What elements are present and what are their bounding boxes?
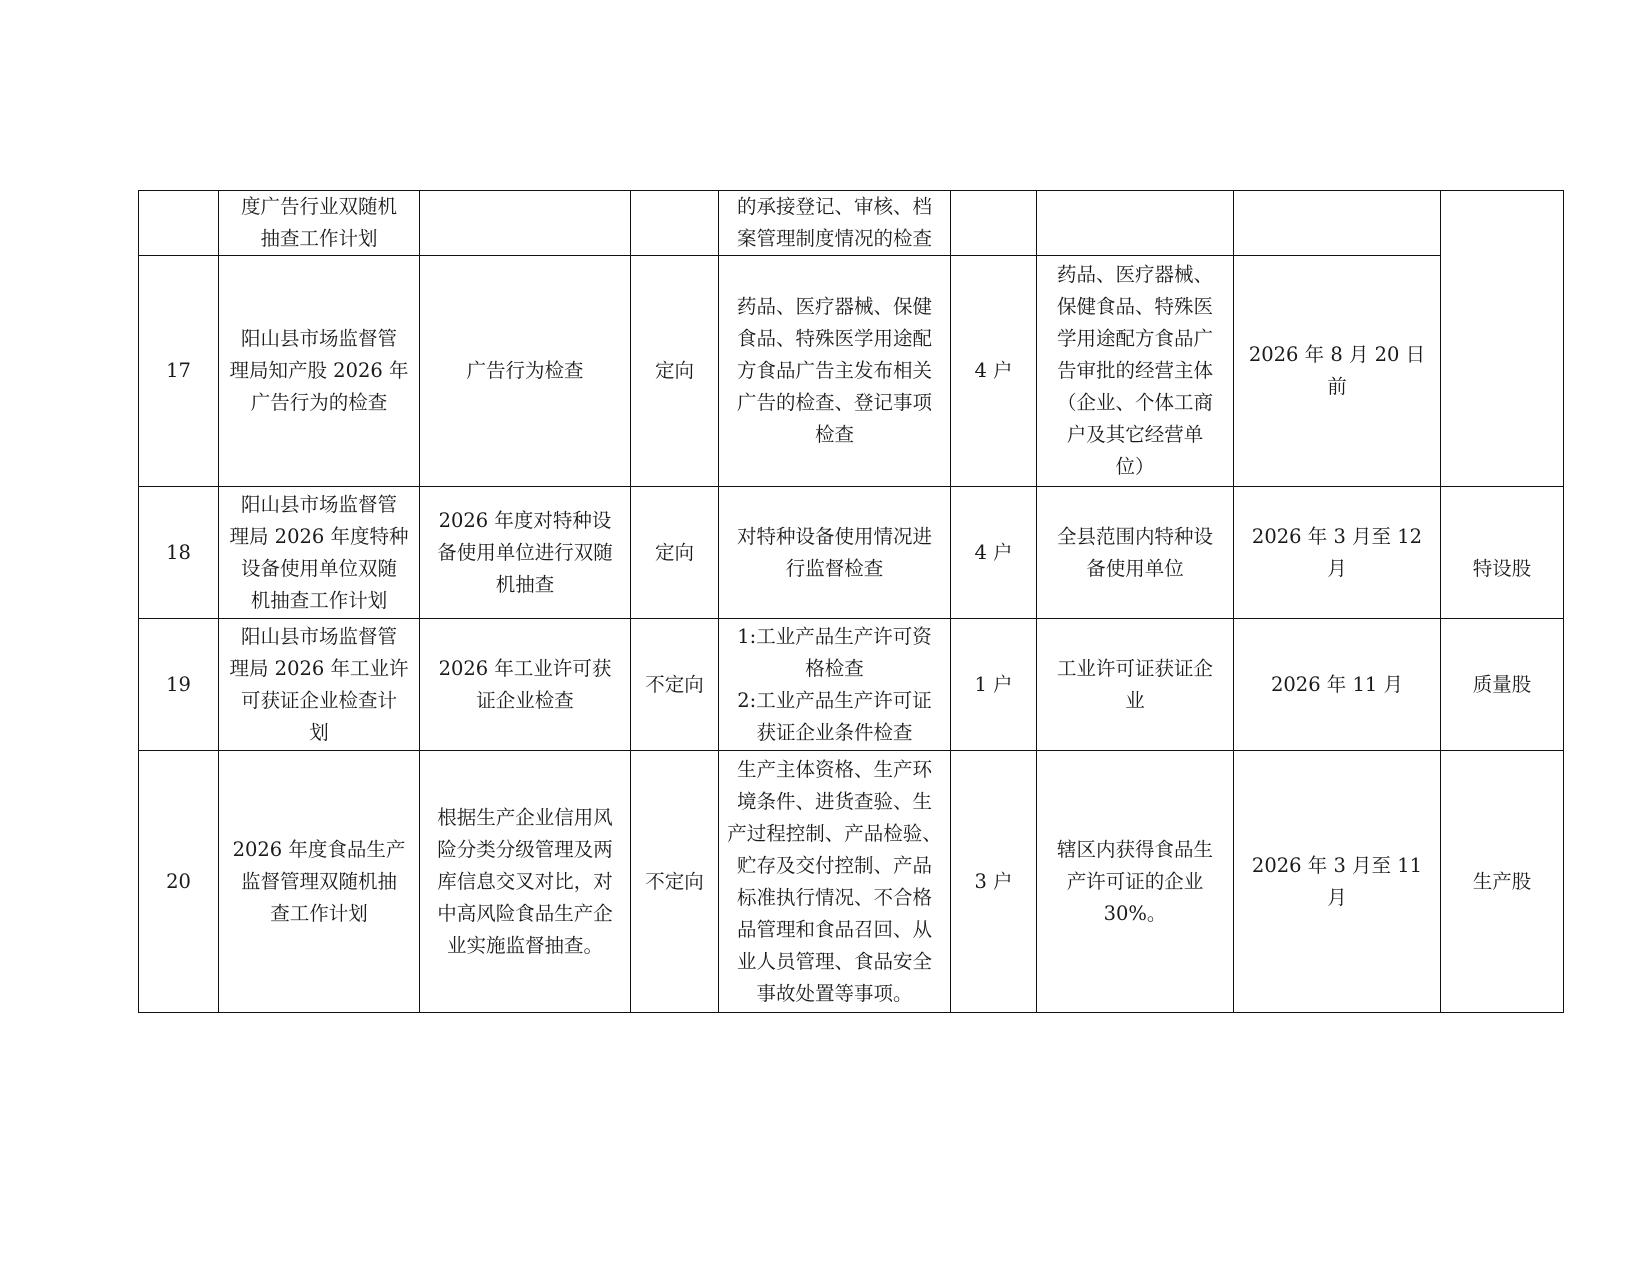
department-cell: 质量股 bbox=[1441, 619, 1564, 751]
department-cell: 生产股 bbox=[1441, 751, 1564, 1013]
inspection-count-cell: 4 户 bbox=[951, 487, 1037, 619]
inspection-time-cell: 2026 年 3 月至 11 月 bbox=[1234, 751, 1441, 1013]
plan-name-cell: 阳山县市场监督管 理局知产股 2026 年 广告行为的检查 bbox=[219, 256, 420, 487]
inspection-matter-cell: 2026 年度对特种设 备使用单位进行双随 机抽查 bbox=[420, 487, 631, 619]
inspection-object-cell: 辖区内获得食品生 产许可证的企业 30%。 bbox=[1037, 751, 1234, 1013]
inspection-time-cell bbox=[1234, 191, 1441, 256]
department-cell: 特设股 bbox=[1441, 487, 1564, 619]
inspection-content-cell: 1:工业产品生产许可资 格检查 2:工业产品生产许可证 获证企业条件检查 bbox=[719, 619, 951, 751]
inspection-content-cell: 药品、医疗器械、保健 食品、特殊医学用途配 方食品广告主发布相关 广告的检查、登记事项 检查 bbox=[719, 256, 951, 487]
plan-name-cell: 2026 年度食品生产 监督管理双随机抽 查工作计划 bbox=[219, 751, 420, 1013]
inspection-plan-table bbox=[138, 190, 1564, 1013]
inspection-content-cell: 对特种设备使用情况进 行监督检查 bbox=[719, 487, 951, 619]
plan-name-cell: 度广告行业双随机 抽查工作计划 bbox=[219, 191, 420, 256]
inspection-time-cell: 2026 年 3 月至 12 月 bbox=[1234, 487, 1441, 619]
row-number-cell: 19 bbox=[139, 619, 219, 751]
row-number-cell: 17 bbox=[139, 256, 219, 487]
plan-name-cell: 阳山县市场监督管 理局 2026 年度特种 设备使用单位双随 机抽查工作计划 bbox=[219, 487, 420, 619]
row-number-cell: 18 bbox=[139, 487, 219, 619]
inspection-object-cell bbox=[1037, 191, 1234, 256]
inspection-mode-cell: 不定向 bbox=[631, 751, 719, 1013]
inspection-matter-cell bbox=[420, 191, 631, 256]
row-number-cell bbox=[139, 191, 219, 256]
table-row bbox=[139, 487, 1564, 619]
inspection-matter-cell: 根据生产企业信用风 险分类分级管理及两 库信息交叉对比，对 中高风险食品生产企 业实施监督抽查。 bbox=[420, 751, 631, 1013]
inspection-mode-cell: 不定向 bbox=[631, 619, 719, 751]
inspection-mode-cell: 定向 bbox=[631, 256, 719, 487]
inspection-mode-cell: 定向 bbox=[631, 487, 719, 619]
table-row bbox=[139, 256, 1564, 487]
table-row bbox=[139, 751, 1564, 1013]
inspection-count-cell: 4 户 bbox=[951, 256, 1037, 487]
inspection-mode-cell bbox=[631, 191, 719, 256]
inspection-object-cell: 工业许可证获证企 业 bbox=[1037, 619, 1234, 751]
table-row bbox=[139, 619, 1564, 751]
plan-name-cell: 阳山县市场监督管 理局 2026 年工业许 可获证企业检查计 划 bbox=[219, 619, 420, 751]
inspection-object-cell: 药品、医疗器械、 保健食品、特殊医 学用途配方食品广 告审批的经营主体 （企业、个体工商 户及其它经营单 位） bbox=[1037, 256, 1234, 487]
inspection-content-cell: 的承接登记、审核、档 案管理制度情况的检查 bbox=[719, 191, 951, 256]
row-number-cell: 20 bbox=[139, 751, 219, 1013]
inspection-content-cell: 生产主体资格、生产环 境条件、进货查验、生 产过程控制、产品检验、 贮存及交付控制、产品 标准执行情况、不合格 品管理和食品召回、从 业人员管理、食品安全 事故处置等事项。 bbox=[719, 751, 951, 1013]
inspection-time-cell: 2026 年 8 月 20 日前 bbox=[1234, 256, 1441, 487]
inspection-time-cell: 2026 年 11 月 bbox=[1234, 619, 1441, 751]
inspection-matter-cell: 2026 年工业许可获 证企业检查 bbox=[420, 619, 631, 751]
inspection-object-cell: 全县范围内特种设 备使用单位 bbox=[1037, 487, 1234, 619]
table-row bbox=[139, 191, 1564, 256]
department-cell bbox=[1441, 191, 1564, 487]
inspection-count-cell bbox=[951, 191, 1037, 256]
inspection-matter-cell: 广告行为检查 bbox=[420, 256, 631, 487]
inspection-count-cell: 3 户 bbox=[951, 751, 1037, 1013]
inspection-count-cell: 1 户 bbox=[951, 619, 1037, 751]
